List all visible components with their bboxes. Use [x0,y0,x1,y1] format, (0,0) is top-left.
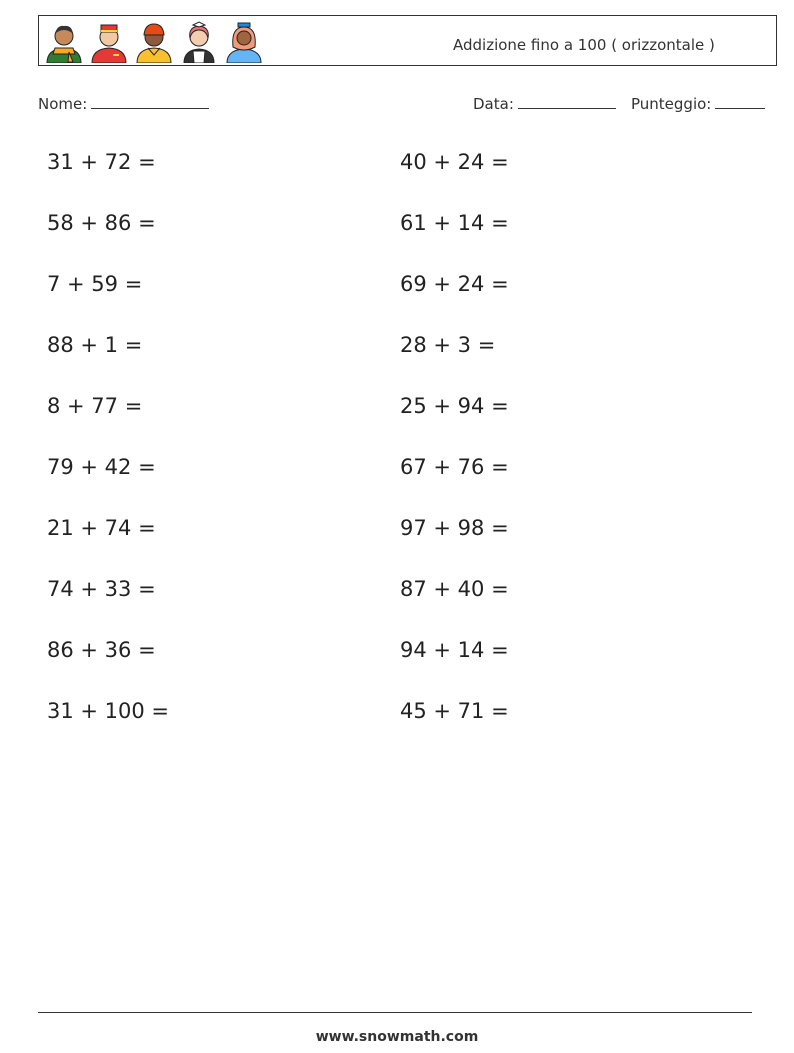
problem-item: 8 + 77 = [47,394,143,418]
problem-item: 31 + 100 = [47,699,170,723]
problem-item: 25 + 94 = [400,394,509,418]
person-hijab-icon [225,21,263,63]
problem-item: 86 + 36 = [47,638,156,662]
problem-item: 94 + 14 = [400,638,509,662]
footer-url[interactable]: www.snowmath.com [315,1029,479,1045]
date-field [473,94,616,113]
date-label: Data: [473,95,514,113]
person-scarf-icon [45,21,83,63]
person-beanie-icon [135,21,173,63]
problem-item: 79 + 42 = [47,455,156,479]
problem-item: 21 + 74 = [47,516,156,540]
score-label: Punteggio: [631,95,712,113]
person-waitress-icon [180,21,218,63]
name-field [38,94,209,113]
problem-item: 69 + 24 = [400,272,509,296]
problem-item: 45 + 71 = [400,699,509,723]
problem-item: 58 + 86 = [47,211,156,235]
problem-item: 88 + 1 = [47,333,143,357]
problem-item: 61 + 14 = [400,211,509,235]
problem-item: 28 + 3 = [400,333,496,357]
score-field [631,94,765,113]
person-cap-icon [90,21,128,63]
problem-item: 74 + 33 = [47,577,156,601]
problem-item: 87 + 40 = [400,577,509,601]
problem-item: 7 + 59 = [47,272,143,296]
problem-item: 40 + 24 = [400,150,509,174]
worksheet-header [38,15,777,66]
problem-item: 97 + 98 = [400,516,509,540]
problem-item: 31 + 72 = [47,150,156,174]
avatar-row [45,21,263,63]
worksheet-title: Addizione fino a 100 ( orizzontale ) [453,36,715,54]
score-blank-line[interactable] [715,94,765,109]
footer-divider [38,1012,752,1013]
name-label: Nome: [38,95,88,113]
problem-item: 67 + 76 = [400,455,509,479]
date-blank-line[interactable] [518,94,616,109]
name-blank-line[interactable] [91,94,209,109]
